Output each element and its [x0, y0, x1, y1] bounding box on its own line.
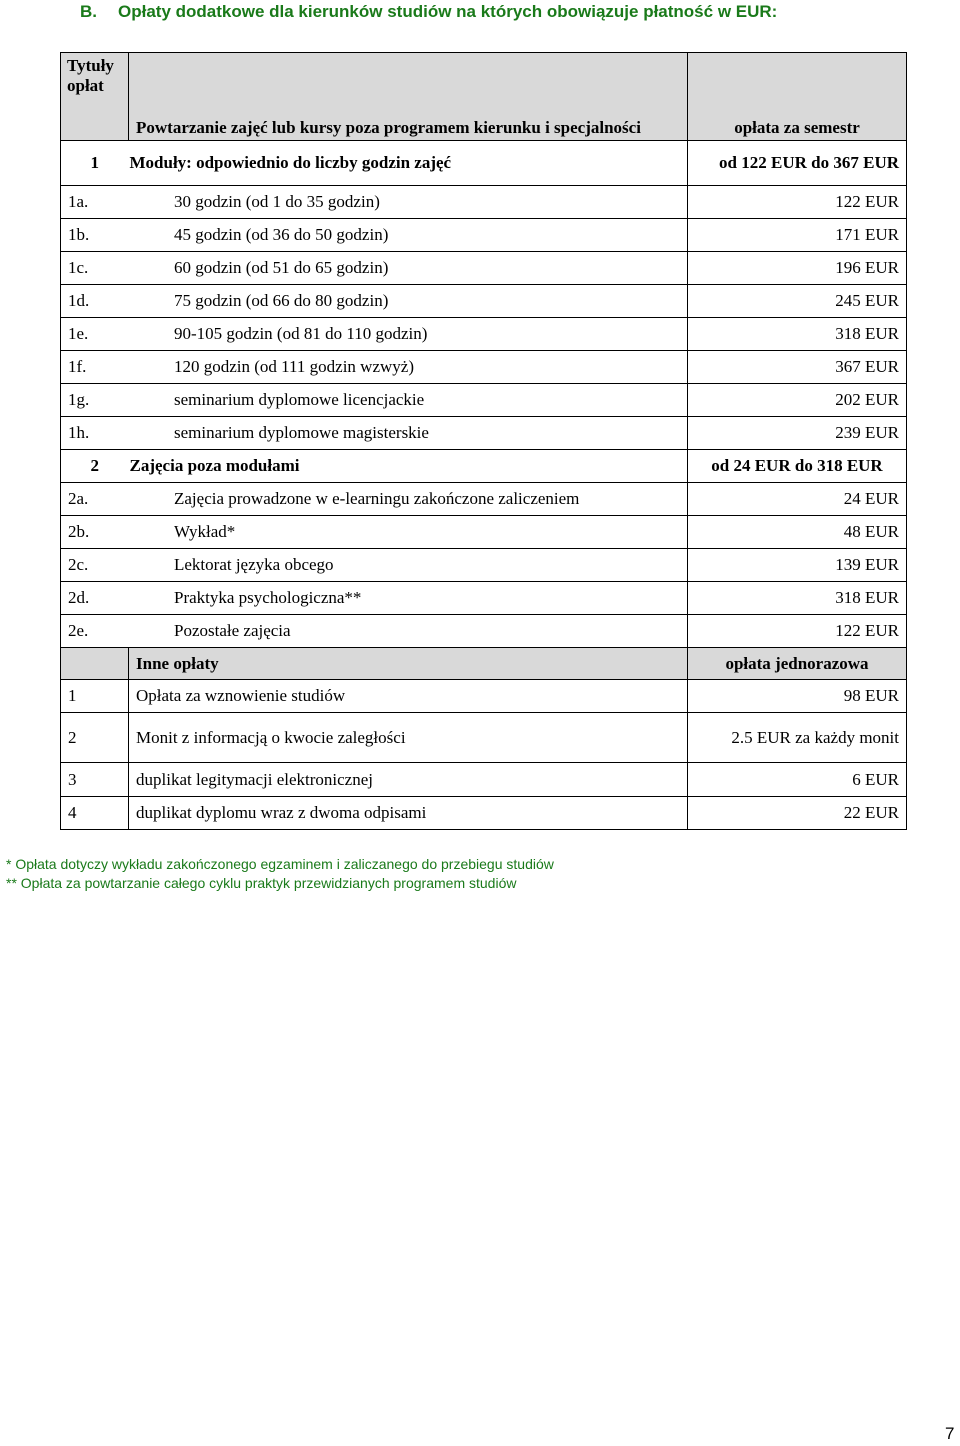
header-semester-fee-cell: opłata za semestr	[688, 53, 907, 141]
other-fees-label: Inne opłaty	[129, 648, 688, 680]
table-row	[61, 417, 907, 450]
table-row	[61, 285, 907, 318]
section-heading-text: Opłaty dodatkowe dla kierunków studiów na których obowiązuje płatność w EUR:	[118, 2, 778, 21]
row-fee: 122 EUR	[688, 186, 907, 219]
row-label-cell	[61, 318, 688, 351]
table-row	[61, 582, 907, 615]
row-label-cell	[61, 516, 688, 549]
footnote: ** Opłata za powtarzanie całego cyklu praktyk przewidzianych programem studiów	[6, 875, 517, 891]
table-row	[61, 186, 907, 219]
row-fee: 98 EUR	[688, 680, 907, 713]
other-fees-onetime-label: opłata jednorazowa	[688, 648, 907, 680]
row-label-cell	[61, 186, 688, 219]
section-label: Zajęcia poza modułami	[129, 450, 688, 483]
row-fee: 196 EUR	[688, 252, 907, 285]
row-label: Praktyka psychologiczna**	[174, 588, 362, 607]
row-fee: 202 EUR	[688, 384, 907, 417]
row-fee: 245 EUR	[688, 285, 907, 318]
section-heading	[80, 2, 777, 22]
row-code: 2c.	[68, 555, 89, 574]
row-code: 1a.	[68, 192, 89, 211]
row-code: 1e.	[68, 324, 89, 343]
row-number: 1	[61, 680, 129, 713]
section-row	[61, 450, 907, 483]
section-number: 1	[61, 141, 129, 186]
row-label-cell	[61, 582, 688, 615]
row-label: duplikat legitymacji elektronicznej	[129, 763, 688, 797]
row-label: Opłata za wznowienie studiów	[129, 680, 688, 713]
other-fees-empty-cell	[61, 648, 129, 680]
table-header-row	[61, 53, 907, 141]
row-label: Monit z informacją o kwocie zaległości	[129, 713, 688, 763]
fees-table	[60, 52, 907, 830]
row-label-cell	[61, 483, 688, 516]
row-fee: 139 EUR	[688, 549, 907, 582]
table-row	[61, 351, 907, 384]
table-row	[61, 797, 907, 830]
row-code: 1d.	[68, 291, 90, 310]
table-row	[61, 252, 907, 285]
header-titles-cell: Tytuły opłat	[61, 53, 129, 141]
row-label-cell	[61, 252, 688, 285]
row-code: 2b.	[68, 522, 90, 541]
row-number: 2	[61, 713, 129, 763]
section-label: Moduły: odpowiednio do liczby godzin zajęć	[129, 141, 688, 186]
row-fee: 239 EUR	[688, 417, 907, 450]
row-fee: 122 EUR	[688, 615, 907, 648]
footnotes	[6, 855, 554, 893]
row-label: seminarium dyplomowe magisterskie	[174, 423, 429, 442]
row-code: 1b.	[68, 225, 90, 244]
section-row	[61, 141, 907, 186]
other-fees-header-row	[61, 648, 907, 680]
row-fee: 318 EUR	[688, 582, 907, 615]
row-label: Pozostałe zajęcia	[174, 621, 291, 640]
table-row	[61, 384, 907, 417]
row-fee: 367 EUR	[688, 351, 907, 384]
row-code: 2e.	[68, 621, 89, 640]
row-code: 1h.	[68, 423, 90, 442]
row-code: 1f.	[68, 357, 87, 376]
page-number: 7	[945, 1424, 955, 1443]
table-row	[61, 318, 907, 351]
row-label: Lektorat języka obcego	[174, 555, 334, 574]
row-number: 4	[61, 797, 129, 830]
row-label: 60 godzin (od 51 do 65 godzin)	[174, 258, 389, 277]
row-label-cell	[61, 285, 688, 318]
footnote: * Opłata dotyczy wykładu zakończonego egzaminem i zaliczanego do przebiegu studiów	[6, 856, 554, 872]
row-label: 120 godzin (od 111 godzin wzwyż)	[174, 357, 414, 376]
row-code: 1c.	[68, 258, 89, 277]
section-range: od 24 EUR do 318 EUR	[688, 450, 907, 483]
table-row	[61, 516, 907, 549]
table-row	[61, 219, 907, 252]
row-number: 3	[61, 763, 129, 797]
row-fee: 24 EUR	[688, 483, 907, 516]
header-description-cell: Powtarzanie zajęć lub kursy poza programem kierunku i specjalności	[129, 53, 688, 141]
row-fee: 318 EUR	[688, 318, 907, 351]
table-row	[61, 680, 907, 713]
row-fee: 2.5 EUR za każdy monit	[688, 713, 907, 763]
table-row	[61, 549, 907, 582]
row-fee: 22 EUR	[688, 797, 907, 830]
row-code: 1g.	[68, 390, 90, 409]
row-label: 30 godzin (od 1 do 35 godzin)	[174, 192, 380, 211]
row-label-cell	[61, 417, 688, 450]
row-label: 90-105 godzin (od 81 do 110 godzin)	[174, 324, 428, 343]
row-label: 45 godzin (od 36 do 50 godzin)	[174, 225, 389, 244]
row-label-cell	[61, 615, 688, 648]
row-label: Zajęcia prowadzone w e-learningu zakończone zaliczeniem	[174, 489, 580, 508]
section-range: od 122 EUR do 367 EUR	[688, 141, 907, 186]
row-label-cell	[61, 219, 688, 252]
row-label-cell	[61, 384, 688, 417]
row-code: 2d.	[68, 588, 90, 607]
row-label: seminarium dyplomowe licencjackie	[174, 390, 425, 409]
row-label-cell	[61, 549, 688, 582]
table-row	[61, 483, 907, 516]
row-fee: 48 EUR	[688, 516, 907, 549]
row-label: Wykład*	[174, 522, 236, 541]
row-label-cell	[61, 351, 688, 384]
section-number: 2	[61, 450, 129, 483]
table-row	[61, 615, 907, 648]
table-row	[61, 763, 907, 797]
row-label: 75 godzin (od 66 do 80 godzin)	[174, 291, 389, 310]
row-label: duplikat dyplomu wraz z dwoma odpisami	[129, 797, 688, 830]
section-letter: B.	[80, 2, 97, 21]
row-fee: 6 EUR	[688, 763, 907, 797]
row-code: 2a.	[68, 489, 89, 508]
row-fee: 171 EUR	[688, 219, 907, 252]
table-row	[61, 713, 907, 763]
